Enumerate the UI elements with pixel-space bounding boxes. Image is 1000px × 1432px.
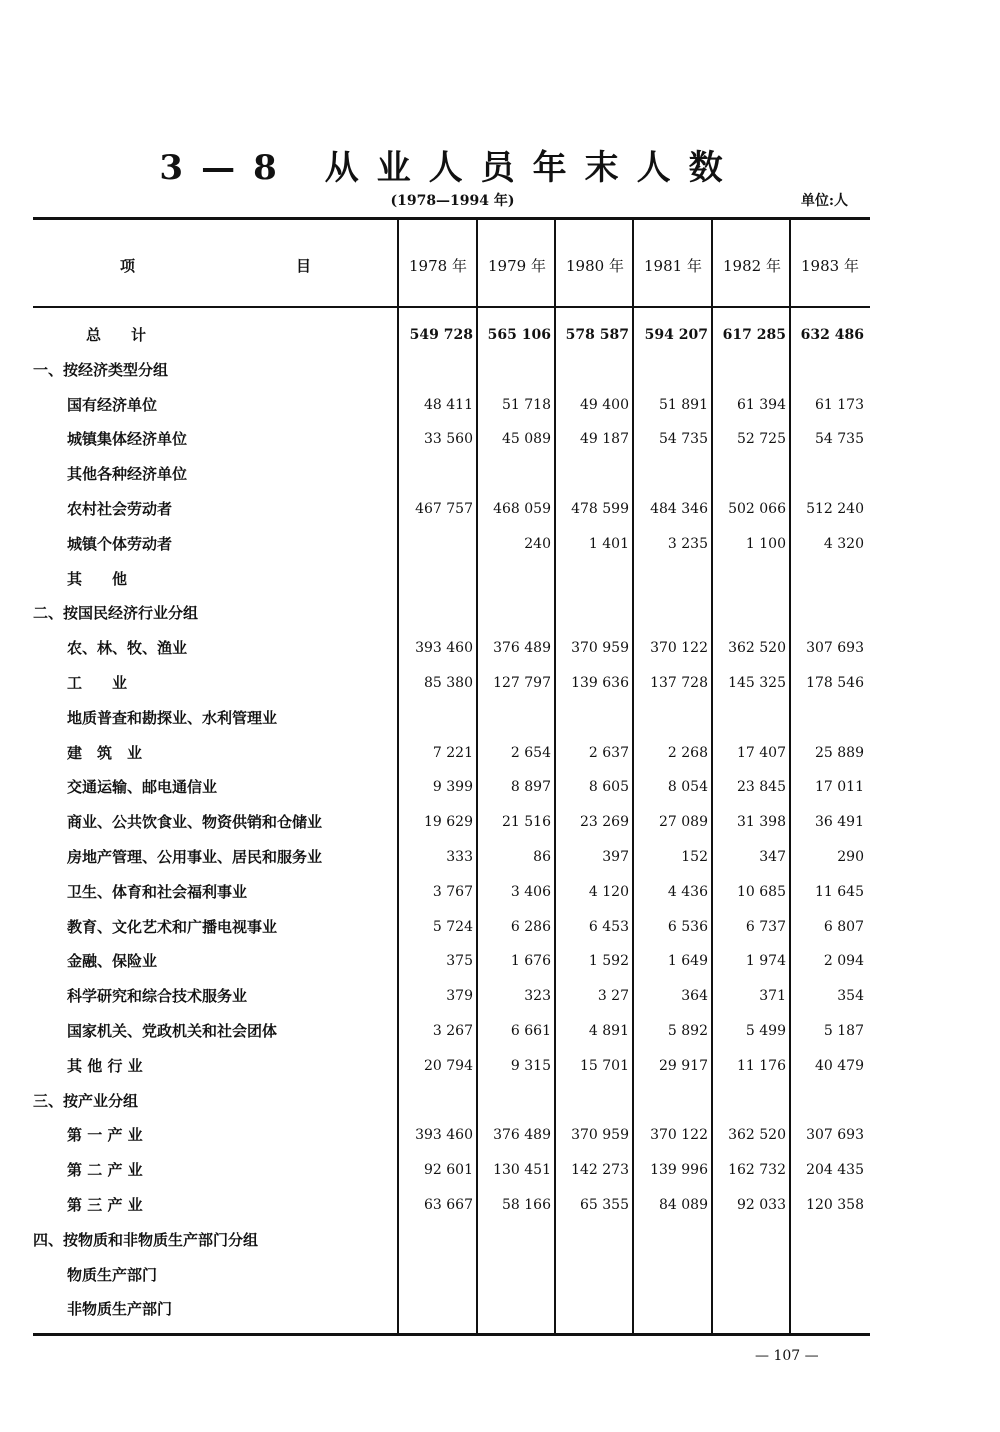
table-row: [0, 1292, 870, 1326]
table-cell: 6 536: [667, 918, 708, 935]
table-cell: 362 520: [728, 640, 786, 657]
table-cell: 478 599: [571, 501, 629, 517]
year-range: (1978—1994 年): [390, 193, 515, 209]
table-cell: 323: [524, 988, 551, 1005]
year-header: 1983 年: [801, 257, 859, 275]
table-cell: 139 636: [571, 675, 629, 691]
table-row: [0, 422, 870, 456]
table-row: [0, 875, 870, 909]
table-cell: 5 724: [432, 918, 473, 935]
year-header: 1979 年: [488, 257, 546, 275]
table-cell: 21 516: [502, 814, 551, 831]
table-cell: 27 089: [659, 814, 708, 831]
header-item-label: 目: [296, 257, 312, 275]
table-cell: 3 406: [510, 883, 551, 900]
table-cell: 204 435: [806, 1162, 864, 1179]
table-cell: 31 398: [737, 814, 786, 831]
table-cell: 4 120: [588, 883, 629, 900]
table-cell: 23 269: [580, 814, 629, 831]
table-cell: 25 889: [815, 744, 864, 761]
section-heading: 三、按产业分组: [33, 1091, 139, 1110]
row-label: 非物质生产部门: [67, 1300, 173, 1319]
table-cell: 467 757: [415, 501, 473, 517]
table-cell: 362 520: [728, 1127, 786, 1144]
table-row: [0, 805, 870, 839]
table-cell: 6 737: [745, 918, 786, 935]
table-row: [0, 736, 870, 770]
table-cell: 40 479: [815, 1057, 864, 1074]
table-cell: 65 355: [580, 1197, 629, 1213]
table-cell: 49 400: [580, 396, 629, 413]
table-cell: 347: [759, 849, 786, 865]
table-cell: 17 011: [815, 779, 864, 796]
row-label: 物质生产部门: [67, 1265, 158, 1284]
table-cell: 10 685: [737, 883, 786, 900]
table-cell: 376 489: [493, 1127, 551, 1144]
table-cell: 137 728: [650, 675, 708, 691]
table-cell: 502 066: [728, 501, 786, 517]
section-heading: 二、按国民经济行业分组: [33, 604, 199, 623]
row-label: 地质普查和勘探业、水利管理业: [67, 708, 278, 727]
row-label: 教育、文化艺术和广播电视事业: [67, 917, 278, 936]
table-cell: 92 033: [737, 1197, 786, 1213]
table-cell: 549 728: [409, 327, 473, 343]
table-row: [0, 562, 870, 596]
header-item-label: 项: [120, 257, 136, 275]
table-row: [0, 979, 870, 1013]
table-cell: 1 676: [510, 953, 551, 970]
table-cell: 290: [837, 849, 864, 865]
table-cell: 2 654: [510, 744, 551, 761]
row-label: 农、林、牧、渔业: [67, 639, 188, 658]
table-cell: 375: [446, 953, 473, 970]
row-label: 国家机关、党政机关和社会团体: [67, 1022, 278, 1040]
table-cell: 52 725: [737, 431, 786, 448]
table-cell: 152: [681, 849, 708, 865]
row-label: 城镇个体劳动者: [67, 534, 173, 553]
table-cell: 371: [759, 988, 786, 1005]
table-cell: 63 667: [424, 1197, 473, 1213]
table-cell: 379: [446, 988, 473, 1005]
row-label: 金融、保险业: [67, 952, 158, 971]
table-cell: 5 187: [823, 1023, 864, 1039]
table-cell: 33 560: [424, 431, 473, 448]
page-number: — 107 —: [755, 1348, 819, 1364]
table-row: [0, 318, 870, 352]
table-cell: 370 959: [571, 640, 629, 657]
table-cell: 48 411: [424, 396, 473, 413]
table-cell: 370 959: [571, 1127, 629, 1144]
row-label: 第 三 产 业: [67, 1196, 143, 1214]
table-cell: 6 807: [823, 918, 864, 935]
table-cell: 54 735: [815, 431, 864, 448]
table-row: [0, 1049, 870, 1083]
table-row: [0, 1223, 870, 1257]
table-cell: 20 794: [424, 1057, 473, 1074]
table-row: [0, 1153, 870, 1187]
row-label: 交通运输、邮电通信业: [67, 778, 218, 797]
row-label: 城镇集体经济单位: [67, 430, 188, 449]
table-cell: 578 587: [565, 327, 629, 343]
table-cell: 139 996: [650, 1162, 708, 1179]
table-cell: 51 891: [659, 396, 708, 413]
table-cell: 1 592: [588, 953, 629, 970]
table-cell: 145 325: [728, 675, 786, 691]
table-cell: 512 240: [806, 501, 864, 517]
table-cell: 8 605: [588, 779, 629, 796]
row-label: 工 业: [67, 674, 128, 692]
table-cell: 3 235: [667, 535, 708, 552]
table-row: [0, 944, 870, 978]
table-cell: 8 897: [510, 779, 551, 796]
table-cell: 15 701: [580, 1057, 629, 1074]
table-cell: 49 187: [580, 431, 629, 448]
table-cell: 2 637: [588, 744, 629, 761]
table-header-rule: [33, 306, 870, 308]
table-row: [0, 353, 870, 387]
table-cell: 2 268: [667, 744, 708, 761]
table-cell: 9 315: [510, 1057, 551, 1074]
table-row: [0, 1014, 870, 1048]
table-cell: 120 358: [806, 1197, 864, 1213]
year-header: 1981 年: [644, 257, 702, 275]
table-cell: 162 732: [728, 1162, 786, 1179]
table-cell: 86: [533, 849, 551, 865]
table-bottom-rule: [33, 1333, 870, 1336]
table-cell: 393 460: [415, 1127, 473, 1144]
table-cell: 178 546: [806, 675, 864, 691]
table-row: [0, 1188, 870, 1222]
row-label: 商业、公共饮食业、物资供销和仓储业: [67, 813, 323, 832]
table-row: [0, 1258, 870, 1292]
row-label: 第 一 产 业: [67, 1126, 143, 1145]
row-label: 农村社会劳动者: [67, 500, 173, 518]
table-row: [0, 1084, 870, 1118]
table-cell: 3 267: [432, 1023, 473, 1039]
table-cell: 2 094: [823, 953, 864, 970]
table-cell: 7 221: [432, 744, 473, 761]
table-cell: 51 718: [502, 396, 551, 413]
table-cell: 364: [681, 988, 708, 1005]
table-cell: 8 054: [667, 779, 708, 796]
table-cell: 354: [837, 988, 864, 1005]
table-cell: 6 661: [510, 1023, 551, 1039]
row-label: 其他各种经济单位: [67, 465, 188, 484]
table-cell: 376 489: [493, 640, 551, 657]
table-cell: 11 645: [815, 883, 864, 900]
table-cell: 617 285: [722, 327, 786, 343]
table-cell: 29 917: [659, 1057, 708, 1074]
year-header: 1980 年: [566, 257, 624, 275]
table-cell: 54 735: [659, 431, 708, 448]
section-heading: 四、按物质和非物质生产部门分组: [33, 1230, 259, 1249]
table-cell: 468 059: [493, 501, 551, 517]
row-label: 国有经济单位: [67, 395, 158, 414]
table-row: [0, 596, 870, 630]
table-cell: 397: [602, 849, 629, 865]
table-cell: 19 629: [424, 814, 473, 831]
table-cell: 393 460: [415, 640, 473, 657]
table-cell: 6 453: [588, 918, 629, 935]
table-cell: 36 491: [815, 814, 864, 831]
table-cell: 17 407: [737, 744, 786, 761]
year-header: 1978 年: [409, 257, 467, 275]
table-cell: 307 693: [806, 640, 864, 657]
table-cell: 61 173: [815, 396, 864, 413]
table-row: [0, 666, 870, 700]
row-label: 房地产管理、公用事业、居民和服务业: [67, 848, 323, 866]
table-cell: 5 499: [745, 1023, 786, 1039]
table-cell: 370 122: [650, 1127, 708, 1144]
table-cell: 61 394: [737, 396, 786, 413]
table-cell: 4 320: [823, 535, 864, 552]
table-cell: 45 089: [502, 431, 551, 448]
table-cell: 127 797: [493, 675, 551, 691]
table-cell: 84 089: [659, 1197, 708, 1213]
table-cell: 58 166: [502, 1197, 551, 1213]
table-cell: 23 845: [737, 779, 786, 796]
table-cell: 11 176: [737, 1057, 786, 1074]
table-cell: 1 100: [745, 535, 786, 552]
table-cell: 4 436: [667, 883, 708, 900]
table-row: [0, 840, 870, 874]
table-row: [0, 910, 870, 944]
table-cell: 6 286: [510, 918, 551, 935]
table-cell: 1 649: [667, 953, 708, 970]
row-label: 第 二 产 业: [67, 1161, 143, 1180]
table-cell: 92 601: [424, 1162, 473, 1179]
row-label: 卫生、体育和社会福利事业: [67, 882, 248, 901]
table-cell: 130 451: [493, 1162, 551, 1179]
section-heading: 一、按经济类型分组: [33, 360, 169, 379]
row-label: 其 他: [67, 569, 128, 588]
table-top-rule: [33, 217, 870, 220]
table-cell: 85 380: [424, 675, 473, 691]
table-cell: 240: [524, 535, 551, 552]
table-cell: 594 207: [644, 327, 708, 343]
row-label: 总 计: [86, 326, 147, 344]
table-row: [0, 388, 870, 422]
table-row: [0, 1118, 870, 1152]
table-cell: 9 399: [432, 779, 473, 796]
row-label: 其 他 行 业: [67, 1056, 143, 1075]
table-cell: 307 693: [806, 1127, 864, 1144]
table-row: [0, 527, 870, 561]
row-label: 建 筑 业: [67, 743, 143, 762]
table-row: [0, 457, 870, 491]
table-cell: 5 892: [667, 1023, 708, 1039]
table-cell: 565 106: [487, 327, 551, 343]
table-row: [0, 770, 870, 804]
year-header: 1982 年: [723, 257, 781, 275]
table-cell: 1 974: [745, 953, 786, 970]
row-label: 科学研究和综合技术服务业: [67, 987, 248, 1006]
table-row: [0, 492, 870, 526]
table-cell: 3 27: [597, 988, 629, 1005]
table-cell: 370 122: [650, 640, 708, 657]
table-row: [0, 701, 870, 735]
table-cell: 3 767: [432, 883, 473, 900]
table-cell: 333: [446, 849, 473, 865]
unit-label: 单位:人: [800, 193, 848, 209]
table-cell: 484 346: [650, 501, 708, 517]
table-cell: 1 401: [588, 535, 629, 552]
table-cell: 632 486: [800, 327, 864, 343]
table-cell: 142 273: [571, 1162, 629, 1179]
table-cell: 4 891: [588, 1023, 629, 1039]
page-title: 3—8 从业人员年末人数: [159, 148, 741, 188]
table-row: [0, 631, 870, 665]
